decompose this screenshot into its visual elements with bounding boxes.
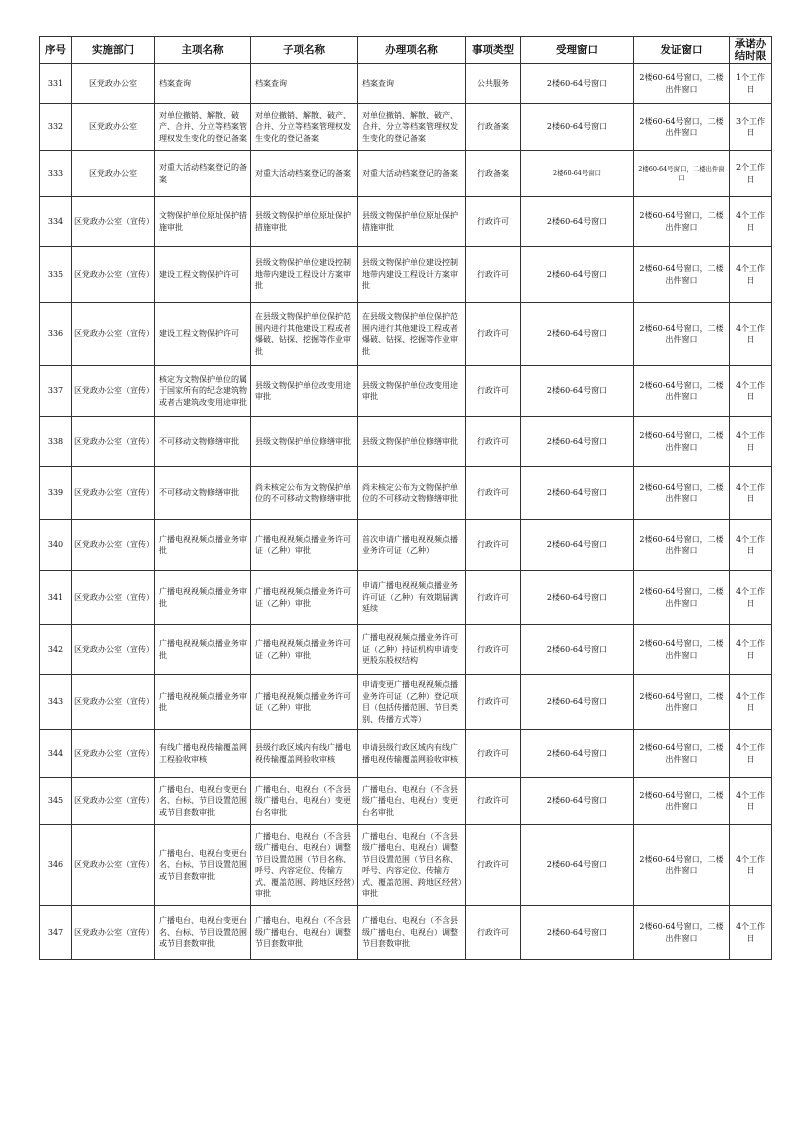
cell-item-type: 行政许可 <box>466 366 521 417</box>
cell-sub-item: 县级文物保护单位修缮审批 <box>251 417 358 467</box>
cell-acceptance-window: 2楼60-64号窗口 <box>521 303 634 366</box>
cell-serial-no: 342 <box>40 625 72 675</box>
cell-acceptance-window: 2楼60-64号窗口 <box>521 571 634 625</box>
cell-handling-item: 档案查询 <box>358 64 466 104</box>
cell-issuance-window: 2楼60-64号窗口，二楼出件窗口 <box>634 247 730 303</box>
cell-department: 区党政办公室（宣传） <box>72 571 155 625</box>
table-row <box>40 247 772 303</box>
cell-serial-no: 331 <box>40 64 72 104</box>
cell-time-limit: 4个工作日 <box>730 778 772 825</box>
cell-time-limit: 4个工作日 <box>730 571 772 625</box>
cell-time-limit: 4个工作日 <box>730 520 772 571</box>
cell-acceptance-window: 2楼60-64号窗口 <box>521 104 634 151</box>
cell-sub-item: 在县级文物保护单位保护范围内进行其他建设工程或者爆破、钻探、挖掘等作业审批 <box>251 303 358 366</box>
cell-acceptance-window: 2楼60-64号窗口 <box>521 417 634 467</box>
cell-acceptance-window: 2楼60-64号窗口 <box>521 366 634 417</box>
cell-issuance-window: 2楼60-64号窗口，二楼出件窗口 <box>634 675 730 730</box>
header-acceptance-window: 受理窗口 <box>521 37 634 64</box>
cell-item-type: 行政许可 <box>466 625 521 675</box>
cell-department: 区党政办公室（宣传） <box>72 625 155 675</box>
cell-issuance-window: 2楼60-64号窗口，二楼出件窗口 <box>634 366 730 417</box>
cell-main-item: 文物保护单位原址保护措施审批 <box>155 197 251 247</box>
cell-issuance-window: 2楼60-64号窗口，二楼出件窗口 <box>634 625 730 675</box>
cell-sub-item: 对单位撤销、解散、破产、合并、分立等档案管理权发生变化的登记备案 <box>251 104 358 151</box>
cell-time-limit: 4个工作日 <box>730 197 772 247</box>
cell-handling-item: 县级文物保护单位修缮审批 <box>358 417 466 467</box>
cell-department: 区党政办公室（宣传） <box>72 366 155 417</box>
table-row <box>40 825 772 906</box>
cell-issuance-window: 2楼60-64号窗口，二楼出件窗口 <box>634 303 730 366</box>
cell-item-type: 行政许可 <box>466 467 521 520</box>
table-row <box>40 197 772 247</box>
cell-serial-no: 345 <box>40 778 72 825</box>
service-items-table <box>39 36 772 960</box>
cell-handling-item: 县级文物保护单位原址保护措施审批 <box>358 197 466 247</box>
cell-sub-item: 尚未核定公布为文物保护单位的不可移动文物修缮审批 <box>251 467 358 520</box>
cell-time-limit: 4个工作日 <box>730 303 772 366</box>
cell-issuance-window: 2楼60-64号窗口，二楼出件窗口 <box>634 104 730 151</box>
cell-item-type: 行政许可 <box>466 303 521 366</box>
cell-issuance-window: 2楼60-64号窗口，二楼出件窗口 <box>634 417 730 467</box>
cell-item-type: 行政备案 <box>466 104 521 151</box>
cell-sub-item: 广播电台、电视台（不含县级广播电台、电视台）调整节目套数审批 <box>251 906 358 960</box>
cell-handling-item: 县级文物保护单位改变用途审批 <box>358 366 466 417</box>
cell-department: 区党政办公室 <box>72 64 155 104</box>
cell-main-item: 广播电视视频点播业务审批 <box>155 675 251 730</box>
cell-issuance-window: 2楼60-64号窗口，二楼出件窗口 <box>634 571 730 625</box>
cell-department: 区党政办公室（宣传） <box>72 778 155 825</box>
cell-item-type: 行政许可 <box>466 825 521 906</box>
cell-time-limit: 4个工作日 <box>730 675 772 730</box>
table-row <box>40 906 772 960</box>
cell-department: 区党政办公室（宣传） <box>72 417 155 467</box>
cell-department: 区党政办公室 <box>72 151 155 197</box>
cell-main-item: 档案查询 <box>155 64 251 104</box>
cell-item-type: 行政备案 <box>466 151 521 197</box>
cell-serial-no: 346 <box>40 825 72 906</box>
header-handling-item: 办理项名称 <box>358 37 466 64</box>
cell-serial-no: 341 <box>40 571 72 625</box>
cell-sub-item: 档案查询 <box>251 64 358 104</box>
cell-acceptance-window: 2楼60-64号窗口 <box>521 247 634 303</box>
cell-acceptance-window: 2楼60-64号窗口 <box>521 675 634 730</box>
cell-department: 区党政办公室（宣传） <box>72 906 155 960</box>
cell-main-item: 广播电台、电视台变更台名、台标、节目设置范围或节目套数审批 <box>155 906 251 960</box>
cell-handling-item: 申请县级行政区域内有线广播电视传输覆盖网验收审核 <box>358 730 466 778</box>
header-serial-no: 序号 <box>40 37 72 64</box>
cell-handling-item: 广播电台、电视台（不含县级广播电台、电视台）变更台名审批 <box>358 778 466 825</box>
table-row <box>40 520 772 571</box>
cell-time-limit: 4个工作日 <box>730 825 772 906</box>
cell-sub-item: 广播电视视频点播业务许可证（乙种）审批 <box>251 675 358 730</box>
header-item-type: 事项类型 <box>466 37 521 64</box>
cell-sub-item: 县级文物保护单位改变用途审批 <box>251 366 358 417</box>
cell-item-type: 行政许可 <box>466 778 521 825</box>
cell-time-limit: 2个工作日 <box>730 151 772 197</box>
table-header-row <box>40 37 772 64</box>
cell-main-item: 不可移动文物修缮审批 <box>155 467 251 520</box>
cell-time-limit: 4个工作日 <box>730 730 772 778</box>
cell-sub-item: 广播电台、电视台（不含县级广播电台、电视台）变更台名审批 <box>251 778 358 825</box>
table-row <box>40 417 772 467</box>
cell-item-type: 公共服务 <box>466 64 521 104</box>
table-row <box>40 366 772 417</box>
cell-main-item: 核定为文物保护单位的属于国家所有的纪念建筑物或者古建筑改变用途审批 <box>155 366 251 417</box>
cell-acceptance-window: 2楼60-64号窗口 <box>521 520 634 571</box>
table-row <box>40 151 772 197</box>
cell-time-limit: 1个工作日 <box>730 64 772 104</box>
cell-main-item: 有线广播电视传输覆盖网工程验收审核 <box>155 730 251 778</box>
cell-department: 区党政办公室（宣传） <box>72 520 155 571</box>
cell-issuance-window: 2楼60-64号窗口，二楼出件窗口 <box>634 151 730 197</box>
cell-department: 区党政办公室（宣传） <box>72 303 155 366</box>
table-row <box>40 303 772 366</box>
cell-acceptance-window: 2楼60-64号窗口 <box>521 730 634 778</box>
table-row <box>40 675 772 730</box>
cell-handling-item: 广播电视视频点播业务许可证（乙种）持证机构申请变更股东股权结构 <box>358 625 466 675</box>
table-row <box>40 730 772 778</box>
cell-main-item: 对单位撤销、解散、破产、合并、分立等档案管理权发生变化的登记备案 <box>155 104 251 151</box>
cell-department: 区党政办公室（宣传） <box>72 247 155 303</box>
table-row <box>40 104 772 151</box>
cell-sub-item: 县级文物保护单位原址保护措施审批 <box>251 197 358 247</box>
cell-time-limit: 4个工作日 <box>730 625 772 675</box>
cell-serial-no: 334 <box>40 197 72 247</box>
cell-sub-item: 县级文物保护单位建设控制地带内建设工程设计方案审批 <box>251 247 358 303</box>
cell-serial-no: 332 <box>40 104 72 151</box>
cell-main-item: 广播电视视频点播业务审批 <box>155 520 251 571</box>
cell-handling-item: 广播电台、电视台（不含县级广播电台、电视台）调整节目设置范围（节目名称、呼号、内容定位、传输方式、覆盖范围、跨地区经营）审批 <box>358 825 466 906</box>
table-row <box>40 778 772 825</box>
cell-acceptance-window: 2楼60-64号窗口 <box>521 906 634 960</box>
cell-item-type: 行政许可 <box>466 730 521 778</box>
cell-time-limit: 4个工作日 <box>730 906 772 960</box>
cell-department: 区党政办公室（宣传） <box>72 730 155 778</box>
cell-issuance-window: 2楼60-64号窗口，二楼出件窗口 <box>634 906 730 960</box>
table-row <box>40 571 772 625</box>
cell-serial-no: 335 <box>40 247 72 303</box>
cell-sub-item: 广播电视视频点播业务许可证（乙种）审批 <box>251 625 358 675</box>
cell-main-item: 广播电视视频点播业务审批 <box>155 625 251 675</box>
cell-department: 区党政办公室（宣传） <box>72 825 155 906</box>
cell-serial-no: 340 <box>40 520 72 571</box>
cell-main-item: 广播电视视频点播业务审批 <box>155 571 251 625</box>
cell-main-item: 建设工程文物保护许可 <box>155 247 251 303</box>
cell-handling-item: 尚未核定公布为文物保护单位的不可移动文物修缮审批 <box>358 467 466 520</box>
service-items-table-container <box>39 36 771 960</box>
cell-department: 区党政办公室（宣传） <box>72 675 155 730</box>
cell-sub-item: 广播电台、电视台（不含县级广播电台、电视台）调整节目设置范围（节目名称、呼号、内容定位、传输方式、覆盖范围、跨地区经营）审批 <box>251 825 358 906</box>
cell-department: 区党政办公室（宣传） <box>72 467 155 520</box>
cell-serial-no: 344 <box>40 730 72 778</box>
cell-main-item: 对重大活动档案登记的备案 <box>155 151 251 197</box>
cell-serial-no: 337 <box>40 366 72 417</box>
cell-issuance-window: 2楼60-64号窗口，二楼出件窗口 <box>634 197 730 247</box>
cell-item-type: 行政许可 <box>466 197 521 247</box>
cell-handling-item: 申请广播电视视频点播业务许可证（乙种）有效期届满延续 <box>358 571 466 625</box>
cell-acceptance-window: 2楼60-64号窗口 <box>521 467 634 520</box>
cell-acceptance-window: 2楼60-64号窗口 <box>521 825 634 906</box>
cell-sub-item: 广播电视视频点播业务许可证（乙种）审批 <box>251 520 358 571</box>
cell-handling-item: 在县级文物保护单位保护范围内进行其他建设工程或者爆破、钻探、挖掘等作业审批 <box>358 303 466 366</box>
header-sub-item: 子项名称 <box>251 37 358 64</box>
cell-serial-no: 343 <box>40 675 72 730</box>
cell-sub-item: 广播电视视频点播业务许可证（乙种）审批 <box>251 571 358 625</box>
cell-handling-item: 首次申请广播电视视频点播业务许可证（乙种） <box>358 520 466 571</box>
header-main-item: 主项名称 <box>155 37 251 64</box>
cell-handling-item: 广播电台、电视台（不含县级广播电台、电视台）调整节目套数审批 <box>358 906 466 960</box>
cell-time-limit: 4个工作日 <box>730 467 772 520</box>
cell-item-type: 行政许可 <box>466 571 521 625</box>
cell-acceptance-window: 2楼60-64号窗口 <box>521 778 634 825</box>
cell-issuance-window: 2楼60-64号窗口，二楼出件窗口 <box>634 778 730 825</box>
cell-serial-no: 347 <box>40 906 72 960</box>
cell-issuance-window: 2楼60-64号窗口，二楼出件窗口 <box>634 825 730 906</box>
cell-serial-no: 338 <box>40 417 72 467</box>
cell-main-item: 广播电台、电视台变更台名、台标、节目设置范围或节目套数审批 <box>155 825 251 906</box>
cell-item-type: 行政许可 <box>466 906 521 960</box>
cell-item-type: 行政许可 <box>466 247 521 303</box>
cell-handling-item: 对单位撤销、解散、破产、合并、分立等档案管理权发生变化的登记备案 <box>358 104 466 151</box>
cell-main-item: 不可移动文物修缮审批 <box>155 417 251 467</box>
cell-sub-item: 对重大活动档案登记的备案 <box>251 151 358 197</box>
table-row <box>40 467 772 520</box>
cell-department: 区党政办公室（宣传） <box>72 197 155 247</box>
cell-serial-no: 336 <box>40 303 72 366</box>
cell-issuance-window: 2楼60-64号窗口，二楼出件窗口 <box>634 520 730 571</box>
cell-handling-item: 县级文物保护单位建设控制地带内建设工程设计方案审批 <box>358 247 466 303</box>
header-issuance-window: 发证窗口 <box>634 37 730 64</box>
cell-item-type: 行政许可 <box>466 520 521 571</box>
cell-time-limit: 3个工作日 <box>730 104 772 151</box>
table-row <box>40 64 772 104</box>
cell-issuance-window: 2楼60-64号窗口，二楼出件窗口 <box>634 64 730 104</box>
cell-handling-item: 对重大活动档案登记的备案 <box>358 151 466 197</box>
header-time-limit: 承诺办结时限 <box>730 37 772 64</box>
cell-serial-no: 333 <box>40 151 72 197</box>
cell-acceptance-window: 2楼60-64号窗口 <box>521 197 634 247</box>
cell-main-item: 广播电台、电视台变更台名、台标、节目设置范围或节目套数审批 <box>155 778 251 825</box>
cell-acceptance-window: 2楼60-64号窗口 <box>521 625 634 675</box>
table-row <box>40 625 772 675</box>
cell-main-item: 建设工程文物保护许可 <box>155 303 251 366</box>
cell-item-type: 行政许可 <box>466 675 521 730</box>
cell-time-limit: 4个工作日 <box>730 247 772 303</box>
cell-acceptance-window: 2楼60-64号窗口 <box>521 151 634 197</box>
table-body <box>40 64 772 960</box>
cell-acceptance-window: 2楼60-64号窗口 <box>521 64 634 104</box>
cell-serial-no: 339 <box>40 467 72 520</box>
cell-handling-item: 申请变更广播电视视频点播业务许可证（乙种）登记项目（包括传播范围、节目类别、传播方式等） <box>358 675 466 730</box>
cell-department: 区党政办公室 <box>72 104 155 151</box>
header-department: 实施部门 <box>72 37 155 64</box>
cell-issuance-window: 2楼60-64号窗口，二楼出件窗口 <box>634 730 730 778</box>
cell-sub-item: 县级行政区域内有线广播电视传输覆盖网验收审核 <box>251 730 358 778</box>
cell-item-type: 行政许可 <box>466 417 521 467</box>
cell-issuance-window: 2楼60-64号窗口，二楼出件窗口 <box>634 467 730 520</box>
cell-time-limit: 4个工作日 <box>730 417 772 467</box>
cell-time-limit: 4个工作日 <box>730 366 772 417</box>
